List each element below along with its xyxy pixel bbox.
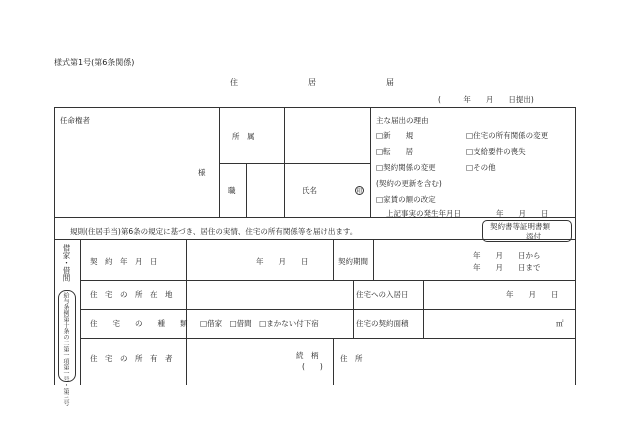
lower-label-divider [186, 240, 187, 385]
title-char-3: 届 [386, 78, 394, 87]
row-line-3 [80, 338, 576, 339]
submit-date: ( 年 月 日提出) [438, 95, 534, 104]
owner-address-divider [333, 338, 334, 385]
owner-address-label: 住 所 [340, 354, 363, 363]
contract-period-divider [333, 240, 334, 280]
reason-new[interactable]: □新 規 [376, 131, 414, 140]
occurrence-label: 上記事実の発生年月日 [386, 209, 461, 218]
relation-label: 続 柄 [296, 351, 319, 360]
address-label: 住 宅 の 所 在 地 [90, 290, 173, 299]
move-in-value[interactable]: 年 月 日 [506, 290, 559, 299]
reason-move[interactable]: □転 居 [376, 147, 414, 156]
contract-period-value-divider [373, 240, 374, 280]
move-in-divider [353, 280, 354, 338]
divider-dept-bottom [219, 163, 370, 164]
relation-paren[interactable]: ( ) [302, 362, 323, 371]
dept-label: 所 属 [232, 132, 255, 141]
move-in-label: 住宅への入居日 [356, 290, 409, 299]
divider-position-1 [246, 163, 247, 217]
move-in-value-divider [423, 280, 424, 338]
lower-side-divider [80, 240, 81, 385]
seal-mark: 印 [356, 188, 363, 195]
divider-dept [284, 107, 285, 163]
reason-contract-change[interactable]: □契約関係の変更 [376, 163, 436, 172]
reason-title: 主な届出の理由 [376, 116, 429, 125]
title-char-1: 住 [230, 78, 238, 87]
attachment-line-2: 添付 [526, 232, 541, 241]
form-number: 様式第1号(第6条関係) [54, 58, 135, 67]
divider-position-2 [284, 163, 285, 217]
reason-ownership-change[interactable]: □住宅の所有関係の変更 [466, 131, 549, 140]
period-to[interactable]: 年 月 日まで [473, 263, 541, 272]
period-from[interactable]: 年 月 日から [473, 251, 541, 260]
area-unit: ㎡ [556, 319, 564, 328]
reason-contract-renewal-note: (契約の更新を含む) [376, 179, 442, 188]
title-char-2: 居 [308, 78, 316, 87]
contract-date-label: 契 約 年 月 日 [90, 257, 158, 266]
attachment-line-1: 契約書等証明書類 [490, 222, 550, 231]
lower-right-edge [575, 240, 576, 385]
contract-period-label: 契約期間 [338, 257, 368, 266]
side-group-rental: 借家・借間 [62, 244, 71, 282]
owner-label: 住 宅 の 所 有 者 [90, 354, 173, 363]
position-label: 職 [228, 186, 236, 195]
row-line-1 [80, 280, 576, 281]
reason-other[interactable]: □その他 [466, 163, 496, 172]
sama-label: 様 [198, 168, 206, 177]
name-label: 氏名 [302, 186, 317, 195]
reason-loss-eligibility[interactable]: □支給要件の喪失 [466, 147, 526, 156]
appointer-label: 任命権者 [60, 116, 90, 125]
type-label: 住 宅 の 種 類 [90, 319, 188, 328]
side-group-ordinance: 給与条例第十条の二第一項第一号・第三号 [62, 292, 69, 406]
divider-appointer [219, 107, 220, 217]
occurrence-date: 年 月 日 [496, 209, 549, 218]
lower-left-edge [54, 240, 55, 385]
type-options[interactable]: □借家 □借間 □まかない付下宿 [200, 319, 319, 328]
row-line-2 [80, 309, 576, 310]
reason-rent-revision[interactable]: □家賃の額の改定 [376, 195, 436, 204]
declaration-text: 規則(住居手当)第6条の規定に基づき、居住の実情、住宅の所有関係等を届け出ます。 [70, 227, 358, 236]
area-label: 住宅の契約面積 [356, 319, 409, 328]
divider-reasons [370, 107, 371, 217]
contract-date-value[interactable]: 年 月 日 [256, 257, 309, 266]
